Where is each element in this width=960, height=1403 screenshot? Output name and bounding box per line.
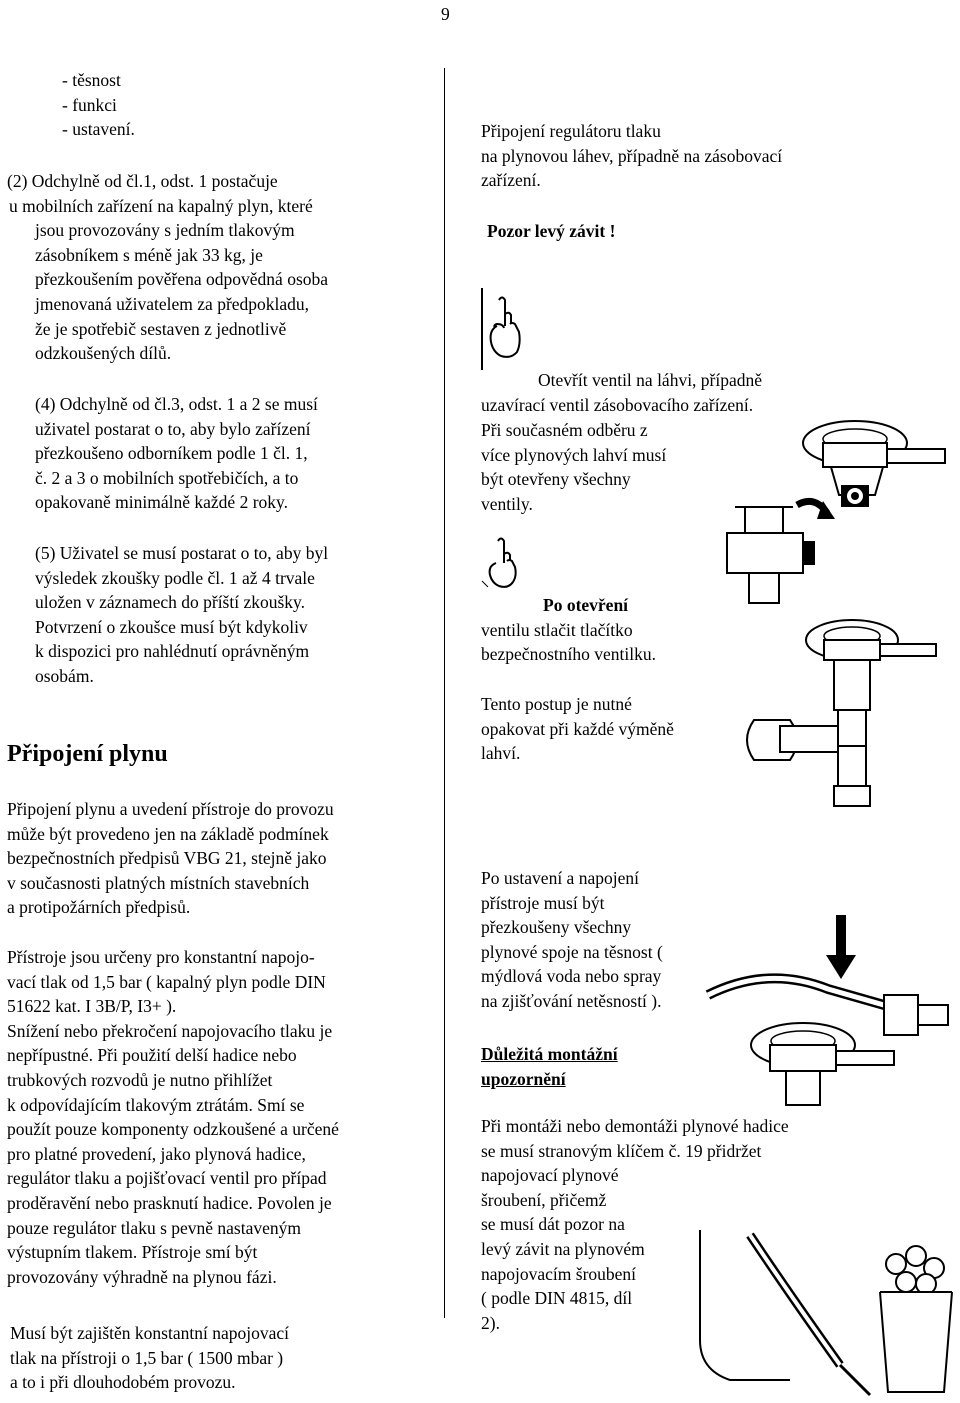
paragraph-line: Přístroje jsou určeny pro konstantní napojo-	[7, 947, 315, 967]
paragraph-line: jmenovaná uživatelem za předpokladu,	[35, 293, 310, 314]
after-opening-note	[481, 593, 656, 667]
paragraph-line: Potvrzení o zkoušce musí být kdykoliv	[35, 616, 308, 637]
leak-check-note	[481, 866, 663, 1014]
list-item: - funkci	[62, 94, 117, 115]
paragraph-4	[35, 392, 318, 515]
paragraph-line: pouze regulátor tlaku s pevně nastaveným	[7, 1217, 301, 1238]
paragraph-line: Snížení nebo překročení napojovacího tlaku je	[7, 1020, 333, 1041]
paragraph-line: č. 2 a 3 o mobilních spotřebičích, a to	[35, 467, 299, 488]
paragraph-line: a protipožárních předpisů.	[7, 897, 191, 918]
paragraph-line: že je spotřebič sestaven z jednotlivě	[35, 318, 287, 339]
paragraph-line: opakovaně minimálně každé 2 roky.	[35, 492, 289, 513]
paragraph-line: přezkoušeno odborníkem podle 1 čl. 1,	[35, 443, 308, 464]
paragraph-line: uložen v záznamech do příští zkoušky.	[35, 592, 306, 613]
paragraph-line: Musí být zajištěn konstantní napojovací	[10, 1323, 289, 1343]
paragraph-line: (4) Odchylně od čl.3, odst. 1 a 2 se musí	[35, 394, 318, 414]
paragraph-5	[35, 541, 328, 689]
paragraph-8	[10, 1321, 289, 1395]
list-item: - těsnost	[62, 70, 121, 90]
paragraph-line: k odpovídajícím tlakovým ztrátám. Smí se	[7, 1094, 305, 1115]
paragraph-line: mýdlová voda nebo spray	[481, 966, 662, 987]
paragraph-line: výsledek zkoušky podle čl. 1 až 4 trvale	[35, 567, 315, 588]
leak-test-illustration	[708, 905, 953, 1110]
paragraph-line: být otevřeny všechny	[481, 469, 631, 490]
paragraph-line: (2) Odchylně od čl.1, odst. 1 postačuje	[7, 171, 278, 191]
paragraph-line: zařízení.	[481, 170, 541, 191]
paragraph-line: ventily.	[481, 493, 533, 514]
paragraph-line: se musí dát pozor na	[481, 1214, 625, 1235]
paragraph-line: opakovat při každé výměně	[481, 718, 674, 739]
paragraph-line: (5) Uživatel se musí postarat o to, aby byl	[35, 543, 329, 563]
paragraph-line: u mobilních zařízení na kapalný plyn, které	[9, 195, 313, 216]
paragraph-line: k dispozici pro nahlédnutí oprávněným	[35, 641, 310, 662]
paragraph-line: regulátor tlaku a pojišťovací ventil pro případ	[7, 1168, 327, 1189]
repeat-note	[481, 692, 674, 766]
section-heading: Připojení plynu	[7, 741, 168, 767]
paragraph-line: více plynových lahví musí	[481, 444, 667, 465]
paragraph-line: šroubení, přičemž	[481, 1189, 607, 1210]
paragraph-line: tlak na přístroji o 1,5 bar ( 1500 mbar )	[10, 1347, 284, 1368]
soap-bucket-illustration	[700, 1230, 955, 1400]
paragraph-line: uživatel postarat o to, aby bylo zařízení	[35, 418, 311, 439]
paragraph-line: použít pouze komponenty odzkoušené a určené	[7, 1119, 339, 1140]
paragraph-line: Připojení regulátoru tlaku	[481, 121, 661, 141]
paragraph-line: se musí stranovým klíčem č. 19 přidržet	[481, 1140, 762, 1161]
paragraph-line: upozornění	[481, 1068, 566, 1089]
paragraph-line: a to i při dlouhodobém provozu.	[10, 1372, 236, 1393]
pointing-hand-icon	[481, 288, 525, 370]
paragraph-line: lahví.	[481, 743, 521, 764]
regulator-intro	[481, 119, 782, 193]
paragraph-line: přístroje musí být	[481, 892, 605, 913]
paragraph-line: na plynovou láhev, případně na zásobovací	[481, 145, 783, 166]
paragraph-line: zásobníkem s méně jak 33 kg, je	[35, 244, 263, 265]
paragraph-line: Při montáži nebo demontáži plynové hadice	[481, 1116, 789, 1136]
paragraph-line: bezpečnostního ventilku.	[481, 644, 656, 665]
paragraph-line: odzkoušených dílů.	[35, 343, 172, 364]
regulator-valve-illustration	[705, 415, 945, 615]
paragraph-line: bezpečnostních předpisů VBG 21, stejně jako	[7, 848, 327, 869]
paragraph-line: ventilu stlačit tlačítko	[481, 619, 633, 640]
paragraph-2	[7, 169, 328, 366]
paragraph-line: plynové spoje na těsnost (	[481, 941, 663, 962]
paragraph-line: výstupním tlakem. Přístroje smí být	[7, 1242, 258, 1263]
paragraph-line: provozovány výhradně na plynou fázi.	[7, 1266, 277, 1287]
paragraph-line: ( podle DIN 4815, díl	[481, 1288, 633, 1309]
paragraph-line: Připojení plynu a uvedení přístroje do provozu	[7, 799, 334, 819]
paragraph-line: 2).	[481, 1312, 500, 1333]
paragraph-line: Po otevření	[543, 595, 629, 615]
paragraph-line: Po ustavení a napojení	[481, 868, 639, 888]
left-thread-warning: Pozor levý závit !	[487, 221, 616, 241]
paragraph-line: trubkových rozvodů je nutno přihlížet	[7, 1069, 273, 1090]
paragraph-line: Důležitá montážní	[481, 1044, 618, 1064]
paragraph-line: pro platné provedení, jako plynová hadice,	[7, 1143, 306, 1164]
pointing-hand-icon	[482, 535, 522, 591]
paragraph-line: přezkoušením pověřena odpovědná osoba	[35, 269, 329, 290]
column-divider	[444, 68, 445, 1318]
paragraph-line: Tento postup je nutné	[481, 694, 632, 714]
paragraph-line: 51622 kat. I 3B/P, I3+ ).	[7, 996, 177, 1017]
paragraph-line: Při současném odběru z	[481, 420, 648, 440]
multi-bottle-note	[481, 418, 666, 516]
paragraph-line: nepřípustné. Při použití delší hadice nebo	[7, 1045, 297, 1066]
list-item: - ustavení.	[62, 119, 135, 140]
paragraph-line: přezkoušeny všechny	[481, 917, 632, 938]
paragraph-line: vací tlak od 1,5 bar ( kapalný plyn podle DIN	[7, 971, 326, 992]
paragraph-6	[7, 797, 334, 920]
paragraph-line: jsou provozovány s jedním tlakovým	[35, 220, 295, 241]
paragraph-line: může být provedeno jen na základě podmínek	[7, 823, 329, 844]
paragraph-line: levý závit na plynovém	[481, 1238, 645, 1259]
paragraph-line: na zjišťování netěsností ).	[481, 990, 662, 1011]
important-heading	[481, 1042, 618, 1091]
page-number: 9	[441, 4, 450, 24]
regulator-safety-valve-illustration	[722, 600, 942, 810]
paragraph-line: napojovacím šroubení	[481, 1263, 637, 1284]
open-valve-line-1: Otevřít ventil na láhvi, případně	[538, 370, 763, 390]
paragraph-7	[7, 945, 339, 1289]
open-valve-line-2: uzavírací ventil zásobovacího zařízení.	[481, 395, 754, 415]
paragraph-line: proděravění nebo prasknutí hadice. Povolen je	[7, 1192, 332, 1213]
paragraph-line: osobám.	[35, 665, 94, 686]
check-list	[62, 68, 135, 142]
paragraph-line: napojovací plynové	[481, 1165, 619, 1186]
paragraph-line: v současnosti platných místních stavebních	[7, 872, 310, 893]
